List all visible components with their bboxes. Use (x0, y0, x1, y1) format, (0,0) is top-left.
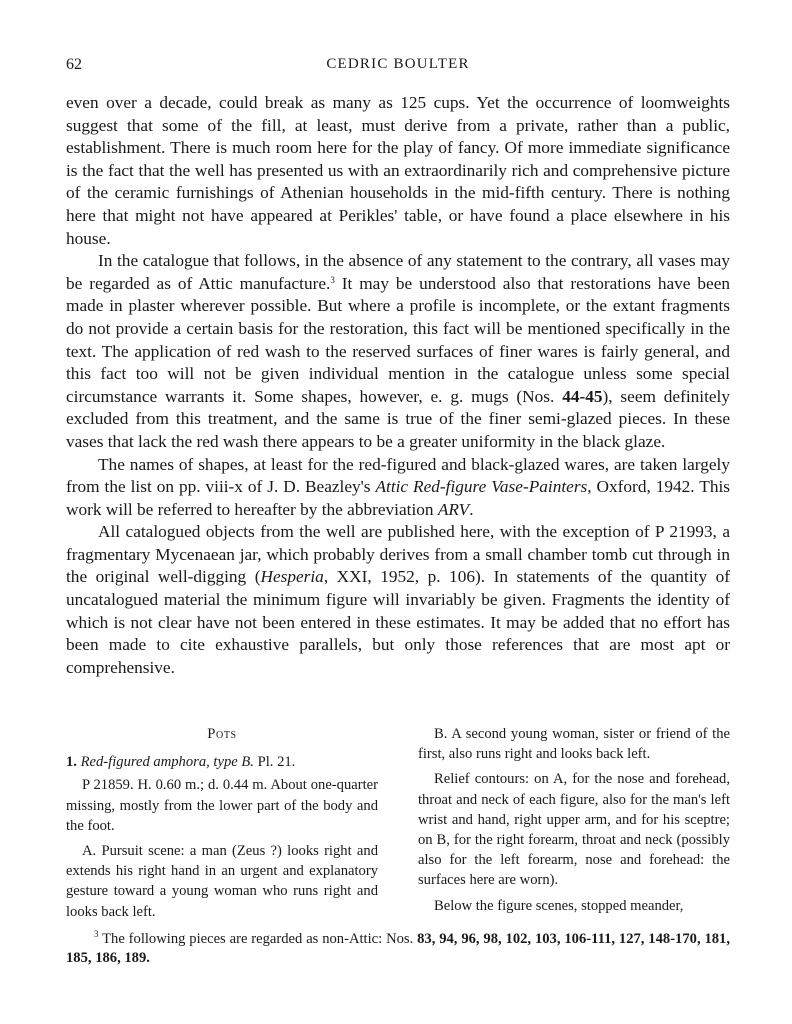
entry-side-a: A. Pursuit scene: a man (Zeus ?) looks right and extends his right hand in an urgent and explanatory gesture toward a young woman who runs right and looks back left. (66, 843, 378, 920)
page-header (66, 56, 730, 80)
catalogue-right-column (418, 724, 730, 916)
entry-name: Red-figured amphora, type B. (80, 754, 254, 771)
paragraph-4-text-a: All catalogued objects from the well are published here, with the exception of P 21993, a fragmentary Mycenaean jar, which probably derives from a small chamber tomb cut through in the original well-digging ( (66, 522, 730, 587)
footnote-numbers: 83, 94, 96, 98, 102, 103, 106-111, 127, 148-170, 181, 185, 186, 189. (66, 931, 730, 966)
paragraph-2-text-a: In the catalogue that follows, in the absence of any statement to the contrary, all vases may be regarded as of Attic manufacture. (66, 251, 730, 293)
paragraph-2 (66, 250, 730, 453)
paragraph-3-text-c: . (469, 499, 474, 519)
running-title: CEDRIC BOULTER (326, 56, 470, 72)
footnote-marker: 3 (94, 929, 99, 939)
section-title-pots: Pots (207, 726, 237, 742)
paragraph-3-text-a: The names of shapes, at least for the red-figured and black-glazed wares, are taken largely from the list on pp. viii-x of J. D. Beazley's (66, 454, 730, 497)
catalogue-ref-44-45: 44-45 (562, 386, 603, 406)
entry-number: 1. (66, 754, 77, 771)
paragraph-1-text: even over a decade, could break as many as 125 cups. Yet the occurrence of loomweights suggest that some of the fill, at least, must derive from a private, rather than a public, establishment. There is much room here for the play of fancy. Of more immediate significance is the fact that the well has presented us with an extraordinarily rich and comprehensive picture of the ceramic furnishings of Athenian households in the mid-fifth century. There is nothing here that might not have appeared at Perikles' table, or have found a place elsewhere in his house. (66, 93, 730, 248)
paragraph-2-text-b: It may be understood also that restorations have been made in plaster wherever possible. But where a profile is incomplete, or the extant fragments do not provide a certain basis for the restoration, this fact will be mentioned specifically in the text. The application of red wash to the reserved surfaces of finer wares is fairly general, and this fact too will not be given individual mention in the catalogue unless some special circumstance warrants it. Some shapes, however, e. g. mugs (Nos. (66, 273, 731, 406)
paragraph-2-text-c: ), seem definitely excluded from this treatment, and the same is true of the finer semi-glazed pieces. In these vases that lack the red wash there appears to be a greater uniformity in the black glaze. (66, 386, 731, 451)
abbreviation-arv: ARV (437, 499, 470, 519)
paragraph-4 (66, 521, 730, 679)
main-text (66, 92, 730, 679)
paragraph-3 (66, 454, 730, 522)
paragraph-4-text-b: , XXI, 1952, p. 106). In statements of the quantity of uncatalogued material the minimum figure will invariably be given. Fragments the identity of which is not clear have not been entered in these estimates. It may be added that no effort has been made to cite exhaustive parallels, but only those references that are most apt or comprehensive. (66, 567, 730, 677)
footnote-3 (66, 930, 730, 967)
entry-ornament: Below the figure scenes, stopped meander, (434, 897, 684, 914)
page-number: 62 (66, 56, 82, 73)
entry-description: P 21859. H. 0.60 m.; d. 0.44 m. About one-quarter missing, mostly from the lower part of the body and the foot. (66, 777, 378, 834)
footnote-ref-3: 3 (330, 274, 335, 285)
entry-relief-contours: Relief contours: on A, for the nose and forehead, throat and neck of each figure, also for the man's left wrist and hand, right upper arm, and for his sceptre; on B, for the right forearm, throat and neck (possibly also for the left forearm, nose and forehead: the surfaces here are worn). (418, 771, 730, 889)
book-title-arv: Attic Red-figure Vase-Painters (375, 477, 588, 497)
footnote-text: The following pieces are regarded as non-Attic: Nos. (98, 931, 418, 947)
journal-title-hesperia: Hesperia (260, 567, 324, 587)
entry-side-b: B. A second young woman, sister or friend of the first, also runs right and looks back left. (418, 726, 730, 763)
catalogue-left-column (66, 724, 378, 922)
entry-plate: Pl. 21. (253, 754, 296, 771)
catalogue-entry-title (66, 752, 378, 772)
paragraph-1 (66, 92, 730, 250)
paragraph-3-text-b: , Oxford, 1942. This work will be referred to hereafter by the abbreviation (66, 477, 730, 519)
